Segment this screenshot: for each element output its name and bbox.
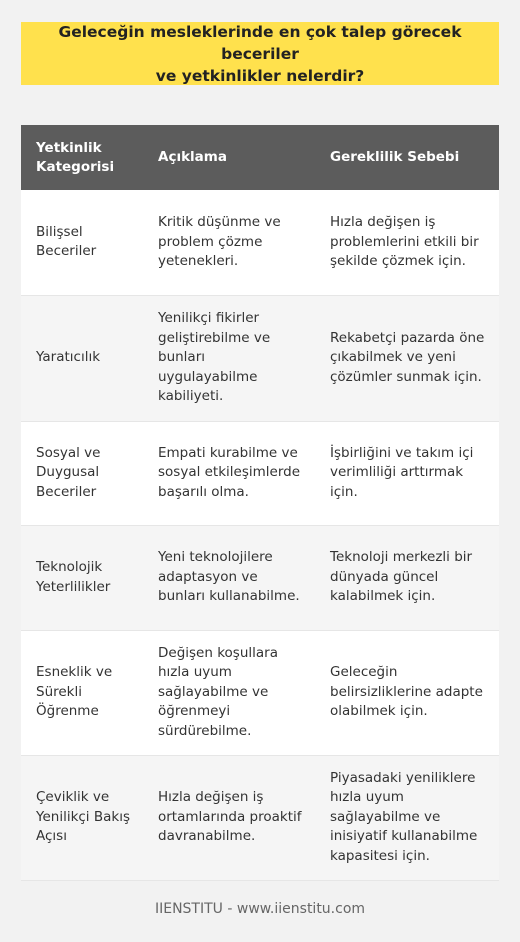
cell-category: Bilişsel Beceriler bbox=[21, 190, 143, 295]
cell-category: Esneklik ve Sürekli Öğrenme bbox=[21, 630, 143, 755]
header-category: Yetkinlik Kategorisi bbox=[21, 125, 143, 190]
cell-reason: Rekabetçi pazarda öne çıkabilmek ve yeni çözümler sunmak için. bbox=[315, 295, 499, 421]
cell-category: Teknolojik Yeterlilikler bbox=[21, 525, 143, 630]
cell-description: Hızla değişen iş ortamlarında proaktif davranabilme. bbox=[143, 755, 315, 880]
cell-description: Yeni teknolojilere adaptasyon ve bunları kullanabilme. bbox=[143, 525, 315, 630]
cell-category: Yaratıcılık bbox=[21, 295, 143, 421]
table-row bbox=[21, 755, 499, 880]
cell-description: Yenilikçi fikirler geliştirebilme ve bunları uygulayabilme kabiliyeti. bbox=[143, 295, 315, 421]
cell-reason: Teknoloji merkezli bir dünyada güncel kalabilmek için. bbox=[315, 525, 499, 630]
table-row bbox=[21, 525, 499, 630]
header-description: Açıklama bbox=[143, 125, 315, 190]
table-row bbox=[21, 295, 499, 421]
cell-category: Çeviklik ve Yenilikçi Bakış Açısı bbox=[21, 755, 143, 880]
footer-credit: IIENSTITU - www.iienstitu.com bbox=[154, 901, 366, 917]
table-row bbox=[21, 630, 499, 755]
cell-description: Değişen koşullara hızla uyum sağlayabilme ve öğrenmeyi sürdürebilme. bbox=[143, 630, 315, 755]
page-title: Geleceğin mesleklerinde en çok talep görecek beceriler ve yetkinlikler nelerdir? bbox=[21, 22, 499, 85]
table-header-row bbox=[21, 125, 499, 190]
cell-reason: Geleceğin belirsizliklerine adapte olabilmek için. bbox=[315, 630, 499, 755]
cell-description: Kritik düşünme ve problem çözme yetenekleri. bbox=[143, 190, 315, 295]
table-row bbox=[21, 190, 499, 295]
cell-category: Sosyal ve Duygusal Beceriler bbox=[21, 421, 143, 525]
cell-reason: Hızla değişen iş problemlerini etkili bir şekilde çözmek için. bbox=[315, 190, 499, 295]
cell-description: Empati kurabilme ve sosyal etkileşimlerde başarılı olma. bbox=[143, 421, 315, 525]
cell-reason: Piyasadaki yeniliklere hızla uyum sağlayabilme ve inisiyatif kullanabilme kapasitesi için. bbox=[315, 755, 499, 880]
skills-table bbox=[21, 125, 499, 881]
table-row bbox=[21, 421, 499, 525]
header-reason: Gereklilik Sebebi bbox=[315, 125, 499, 190]
cell-reason: İşbirliğini ve takım içi verimliliği arttırmak için. bbox=[315, 421, 499, 525]
